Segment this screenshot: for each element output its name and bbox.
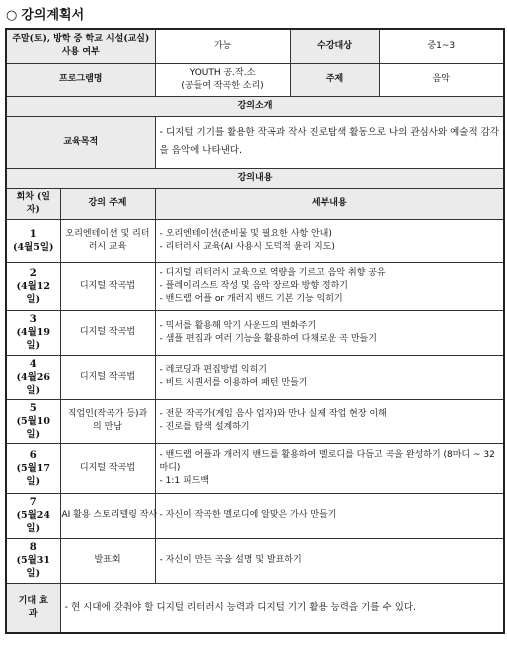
table-row <box>6 443 504 493</box>
program-value-line1: YOUTH 공.작.소 <box>189 67 256 78</box>
session-cell <box>6 262 60 310</box>
session-date: (4월26일) <box>16 371 50 396</box>
session-cell <box>6 443 60 493</box>
program-value-line2: (공들여 작곡한 소리) <box>181 80 264 91</box>
detail-cell <box>155 538 504 583</box>
detail-line: - 오리엔테이션(준비물 및 필요한 사항 안내) <box>159 228 332 239</box>
session-number: 6 <box>29 449 37 461</box>
program-value <box>155 63 290 96</box>
detail-line: - 진로를 탐색 설계하기 <box>159 422 250 432</box>
session-date: (4월19일) <box>16 327 50 351</box>
topic-cell: 직업인(작곡가 등)과의 만남 <box>60 399 155 443</box>
detail-line: - 자신이 작곡한 멜로디에 알맞은 가사 만들기 <box>159 510 337 520</box>
table-row <box>6 493 504 538</box>
detail-cell <box>155 355 504 399</box>
detail-line: - 밴드랩 어플과 개러지 밴드를 활용하여 멜로디를 다듬고 곡을 완성하기 (8마디 ~ 32마디) <box>159 449 495 473</box>
session-header: 회차 (일자) <box>6 188 60 219</box>
table-row <box>6 219 504 262</box>
effect-text: - 현 시대에 갖춰야 할 디지털 리터러시 능력과 디지털 기기 활용 능력을 기를 수 있다. <box>60 583 504 633</box>
topic-cell: 발표회 <box>60 538 155 583</box>
session-date: (5월10일) <box>16 415 50 440</box>
topic-cell: AI 활용 스토리텔링 작사 <box>60 493 155 538</box>
purpose-row <box>6 116 504 168</box>
session-cell <box>6 493 60 538</box>
target-label: 수강대상 <box>290 29 379 63</box>
table-row <box>6 538 504 583</box>
saturday-use-label: 주말(토), 방학 중 학교 시설(교실) 사용 여부 <box>6 29 155 63</box>
subject-label: 주제 <box>290 63 379 96</box>
session-cell <box>6 219 60 262</box>
detail-cell <box>155 443 504 493</box>
topic-header: 강의 주제 <box>60 188 155 219</box>
session-number: 7 <box>29 497 37 508</box>
table-row <box>6 310 504 355</box>
detail-line: - 1:1 피드백 <box>159 475 210 486</box>
session-cell <box>6 310 60 355</box>
session-cell <box>6 538 60 583</box>
purpose-text: - 디지털 기기를 활용한 작곡과 작사 진로탐색 활동으로 나의 관심사와 예술적 감각을 음악에 나타낸다. <box>155 116 504 168</box>
effect-label: 기대 효과 <box>6 583 60 633</box>
saturday-use-value: 가능 <box>155 29 290 63</box>
program-label: 프로그램명 <box>6 63 155 96</box>
detail-line: - 믹서를 활용해 악기 사운드의 변화주기 <box>159 320 317 331</box>
table-row <box>6 355 504 399</box>
subject-value: 음악 <box>379 63 504 96</box>
title-bullet: ○ <box>6 8 18 23</box>
session-date: (4월12일) <box>16 280 50 305</box>
effect-row <box>6 583 504 633</box>
session-number: 8 <box>29 542 37 553</box>
info-row-1 <box>6 29 504 63</box>
purpose-label: 교육목적 <box>6 116 155 168</box>
table-row <box>6 262 504 310</box>
detail-line: - 전문 작곡가(게임 음사 업자)와 만나 실제 작업 현장 이해 <box>159 409 387 419</box>
content-header-row <box>6 188 504 219</box>
detail-cell <box>155 219 504 262</box>
topic-cell: 오리엔테이션 및 리터러시 교육 <box>60 219 155 262</box>
lecture-plan-table <box>5 28 505 634</box>
table-row <box>6 399 504 443</box>
detail-line: - 비트 시퀀서를 이용하여 패턴 만들기 <box>159 378 308 388</box>
session-cell <box>6 355 60 399</box>
title-text: 강의계획서 <box>21 8 85 23</box>
detail-line: - 자신이 만든 곡을 설명 및 발표하기 <box>159 555 302 565</box>
intro-section-row <box>6 96 504 116</box>
document-title <box>6 4 84 23</box>
detail-cell <box>155 310 504 355</box>
session-cell <box>6 399 60 443</box>
session-date: (5월31일) <box>16 555 50 579</box>
detail-cell <box>155 399 504 443</box>
info-row-2 <box>6 63 504 96</box>
session-number: 1 <box>29 228 37 240</box>
detail-line: - 디지털 리터러시 교육으로 역량을 기르고 음악 취향 공유 <box>159 267 386 278</box>
detail-cell <box>155 493 504 538</box>
target-value: 중1~3 <box>379 29 504 63</box>
detail-line: - 플레이리스트 작성 및 음악 장르와 방향 정하기 <box>159 280 348 291</box>
session-number: 2 <box>29 267 37 279</box>
topic-cell: 디지털 작곡법 <box>60 310 155 355</box>
session-number: 4 <box>29 358 37 370</box>
content-section-title: 강의내용 <box>6 168 504 188</box>
intro-section-title: 강의소개 <box>6 96 504 116</box>
topic-cell: 디지털 작곡법 <box>60 443 155 493</box>
topic-cell: 디지털 작곡법 <box>60 355 155 399</box>
session-date: (5월24일) <box>16 510 50 534</box>
session-date: (5월17일) <box>16 462 50 487</box>
detail-cell <box>155 262 504 310</box>
detail-line: - 밴드랩 어플 or 개러지 밴드 기본 기능 익히기 <box>159 293 343 304</box>
detail-line: - 레코딩과 편집방법 익히기 <box>159 365 267 375</box>
detail-line: - 샘플 편집과 여러 기능을 활용하여 다채로운 곡 만들기 <box>159 333 377 344</box>
detail-header: 세부내용 <box>155 188 504 219</box>
topic-cell: 디지털 작곡법 <box>60 262 155 310</box>
detail-line: - 리터러시 교육(AI 사용시 도덕적 윤리 지도) <box>159 241 335 252</box>
session-date: (4월5일) <box>12 241 54 253</box>
content-section-row <box>6 168 504 188</box>
session-number: 3 <box>29 314 37 325</box>
session-number: 5 <box>29 402 37 414</box>
